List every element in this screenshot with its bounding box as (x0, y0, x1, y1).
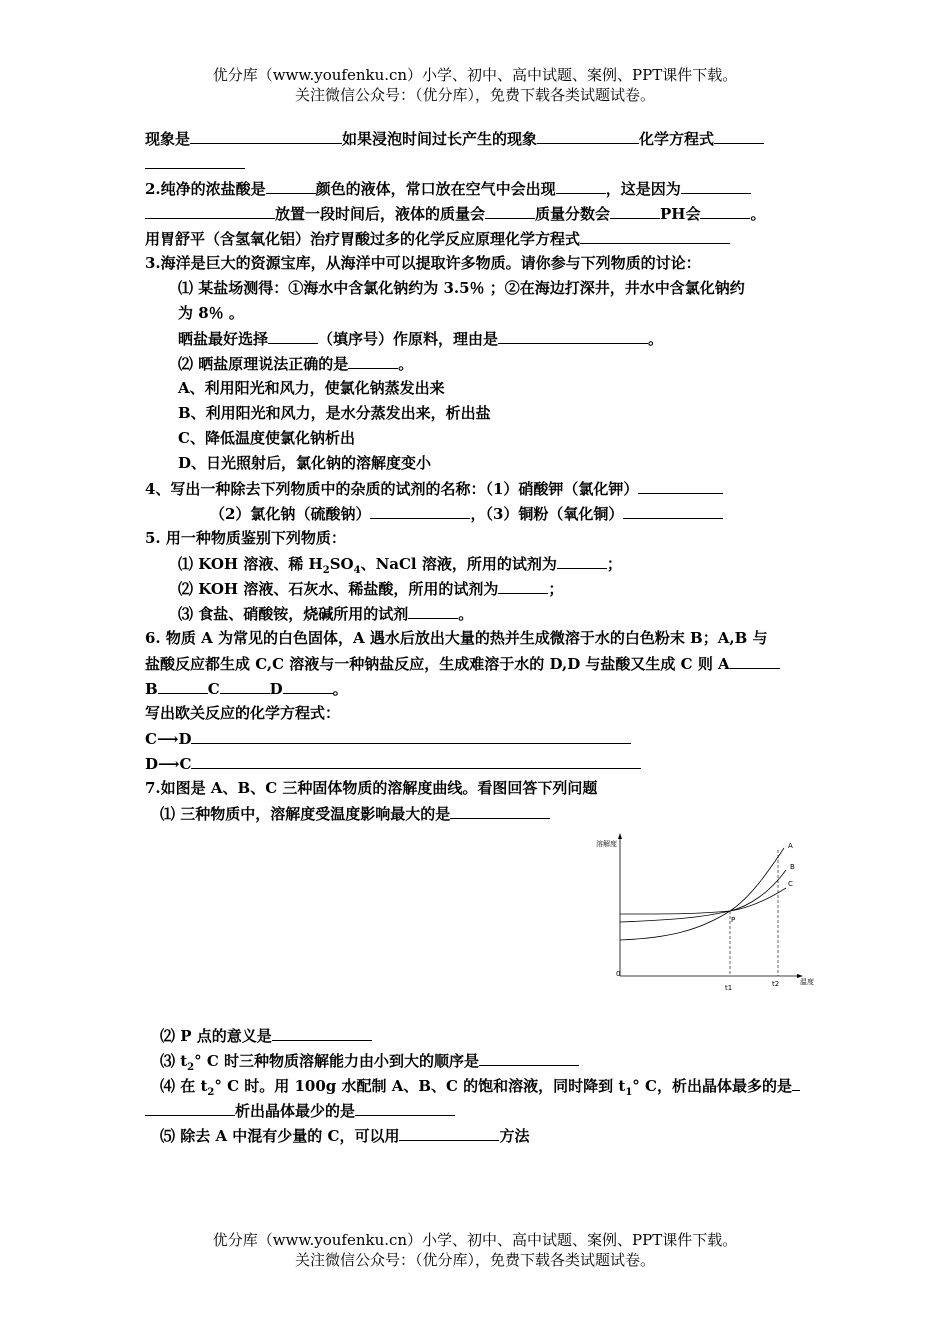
page-footer (0, 1230, 950, 1270)
text: 。 (648, 330, 664, 348)
question-7-1 (160, 803, 550, 824)
text: A、利用阳光和风力，使氯化钠蒸发出来 (178, 379, 445, 397)
equation-2 (145, 753, 641, 774)
text: D、日光照射后，氯化钠的溶解度变小 (178, 454, 432, 472)
subscript: 4 (353, 565, 361, 576)
text: PH会 (660, 205, 701, 223)
text: 、NaCl 溶液，所用的试剂为 (360, 555, 557, 573)
answer-blank[interactable] (145, 203, 275, 219)
text: （2）氯化钠（硫酸钠） (210, 505, 371, 523)
answer-blank[interactable] (191, 728, 631, 744)
text: D (145, 755, 159, 773)
answer-blank[interactable] (580, 228, 730, 244)
text: 5. 用一种物质鉴别下列物质： (145, 529, 346, 547)
text: 方法 (499, 1127, 530, 1145)
answer-blank[interactable] (681, 178, 751, 194)
answer-blank[interactable] (557, 553, 607, 569)
question-6 (145, 628, 768, 648)
text: 。 (750, 205, 766, 223)
text: C (145, 730, 157, 748)
origin-label: 0 (616, 970, 621, 978)
text: ⑵ P 点的意义是 (160, 1027, 272, 1045)
arrow-icon: ⟶ (156, 730, 179, 748)
answer-blank[interactable] (268, 328, 318, 344)
text: ⑵ KOH 溶液、石灰水、稀盐酸，所用的试剂为 (178, 580, 499, 598)
series-label-c: C (788, 880, 793, 888)
question-7-4-cont (145, 1100, 455, 1121)
text: ⑴ 三种物质中，溶解度受温度影响最大的是 (160, 805, 451, 823)
text: ⑵ 晒盐原理说法正确的是 (178, 355, 349, 373)
text: ，这是因为 (605, 180, 681, 198)
option-d (178, 453, 431, 473)
answer-blank[interactable] (623, 503, 723, 519)
text: （填序号）作原料，理由是 (318, 330, 499, 348)
subscript: 2 (207, 1087, 215, 1098)
text: 为 8％ 。 (178, 304, 244, 322)
answer-blank[interactable] (158, 678, 208, 694)
answer-blank[interactable] (450, 803, 550, 819)
text: 。 (398, 355, 414, 373)
question-5-3 (178, 603, 473, 624)
subscript: 1 (625, 1087, 633, 1098)
equation-1 (145, 728, 631, 749)
curve-c (620, 888, 786, 914)
subscript: 2 (187, 1062, 195, 1073)
answer-blank[interactable] (638, 478, 723, 494)
question-6-b (145, 653, 780, 674)
answer-blank[interactable] (714, 128, 764, 144)
curve-a (620, 848, 784, 940)
text: ° C，析出晶体最多的是 (632, 1077, 792, 1095)
line-1 (145, 128, 764, 149)
question-5-2 (178, 578, 563, 599)
page-header (0, 65, 950, 105)
option-a (178, 378, 445, 398)
text: C、降低温度使氯化钠析出 (178, 429, 355, 447)
question-7-5 (160, 1125, 529, 1146)
text: ； (548, 580, 564, 598)
text: 颜色的液体，常口放在空气中会出现 (315, 180, 556, 198)
answer-blank[interactable] (730, 653, 780, 669)
text: 晒盐最好选择 (178, 330, 269, 348)
answer-blank[interactable] (537, 128, 639, 144)
line-1-cont (145, 153, 245, 174)
question-2-cont (145, 203, 766, 224)
answer-blank[interactable] (348, 353, 398, 369)
subscript: 2 (322, 565, 330, 576)
text: ⑸ 除去 A 中混有少量的 C，可以用 (160, 1127, 400, 1145)
text: ⑴ 某盐场测得：①海水中含氯化钠约为 3.5％ ；②在海边打深井，井水中含氯化钠约 (178, 279, 745, 297)
text: ° C 时三种物质溶解能力由小到大的顺序是 (194, 1052, 480, 1070)
footer-line-1: 优分库（www.youfenku.cn）小学、初中、高中试题、案例、PPT课件下载。 (212, 1231, 738, 1249)
answer-blank[interactable] (498, 328, 648, 344)
text: 6. 物质 A 为常见的白色固体，A 遇水后放出大量的热并生成微溶于水的白色粉末 B；A,B 与 (145, 629, 768, 647)
answer-blank[interactable] (479, 1050, 579, 1066)
text: 用胃舒平（含氢氧化铝）治疗胃酸过多的化学反应原理化学方程式 (145, 230, 581, 248)
question-7 (145, 778, 597, 798)
text: ⑶ 食盐、硝酸铵，烧碱所用的试剂 (178, 605, 409, 623)
arrow-icon: ⟶ (158, 755, 180, 773)
question-3-1c (178, 328, 663, 349)
text: B、利用阳光和风力，是水分蒸发出来，析出盐 (178, 404, 491, 422)
tick-label-t2: t2 (772, 980, 780, 988)
text: D (178, 730, 192, 748)
text: 2.纯净的浓盐酸是 (145, 180, 266, 198)
text: 4、写出一种除去下列物质中的杂质的试剂的名称：（1）硝酸钾（氯化钾） (145, 480, 639, 498)
question-4-cont (210, 503, 723, 524)
text: 盐酸反应都生成 C,C 溶液与一种钠盐反应，生成难溶于水的 D,D 与盐酸又生成 C 则 A (145, 655, 730, 673)
text: ⑷ 在 t (160, 1077, 208, 1095)
question-6-d (145, 703, 340, 723)
text: ⑶ t (160, 1052, 188, 1070)
answer-blank[interactable] (700, 203, 750, 219)
x-axis-label: 温度 (800, 978, 814, 986)
answer-blank[interactable] (190, 128, 342, 144)
answer-blank[interactable] (792, 1075, 800, 1091)
text: 化学方程式 (639, 130, 715, 148)
question-5 (145, 528, 346, 548)
footer-line-2: 关注微信公众号：（优分库），免费下载各类试题试卷。 (294, 1251, 655, 1269)
header-line-2: 关注微信公众号：（优分库），免费下载各类试题试卷。 (294, 86, 655, 104)
y-axis-label: 溶解度 (596, 840, 617, 848)
question-7-3 (160, 1050, 579, 1078)
text: 。 (332, 680, 348, 698)
answer-blank[interactable] (272, 1025, 372, 1041)
text: SO (329, 555, 354, 573)
answer-blank[interactable] (408, 603, 458, 619)
series-label-b: B (790, 863, 795, 871)
question-3 (145, 253, 701, 273)
solubility-chart (590, 830, 830, 990)
answer-blank[interactable] (485, 203, 535, 219)
answer-blank[interactable] (145, 1100, 235, 1116)
question-3-1 (178, 278, 745, 298)
question-7-4 (160, 1075, 800, 1103)
option-b (178, 403, 491, 423)
answer-blank[interactable] (283, 678, 333, 694)
answer-blank[interactable] (355, 1100, 455, 1116)
question-5-1 (178, 553, 622, 581)
question-3-2 (178, 353, 413, 374)
answer-blank[interactable] (266, 178, 316, 194)
text: D (269, 680, 283, 698)
question-6-c (145, 678, 348, 699)
text: ； (606, 555, 622, 573)
text: ⑴ KOH 溶液、稀 H (178, 555, 323, 573)
text: 写出欧关反应的化学方程式： (145, 704, 341, 722)
answer-blank[interactable] (556, 178, 606, 194)
text: 析出晶体最少的是 (235, 1102, 356, 1120)
text: C (179, 755, 192, 773)
text: ° C 时。用 100g 水配制 A、B、C 的饱和溶液，同时降到 t (214, 1077, 626, 1095)
series-label-a: A (788, 842, 793, 850)
text: C (207, 680, 220, 698)
question-2-cont2 (145, 228, 730, 249)
answer-blank[interactable] (191, 753, 641, 769)
text: B (145, 680, 158, 698)
answer-blank[interactable] (220, 678, 270, 694)
point-label-p: P (731, 916, 736, 924)
option-c (178, 428, 355, 448)
answer-blank[interactable] (370, 503, 470, 519)
answer-blank[interactable] (145, 153, 245, 169)
tick-label-t1: t1 (725, 984, 733, 990)
text: 3.海洋是巨大的资源宝库，从海洋中可以提取许多物质。请你参与下列物质的讨论： (145, 254, 701, 272)
text: 如果浸泡时间过长产生的现象 (342, 130, 538, 148)
question-4 (145, 478, 723, 499)
text: ，（3）铜粉（氧化铜） (470, 505, 624, 523)
text: 现象是 (145, 130, 191, 148)
answer-blank[interactable] (610, 203, 660, 219)
header-line-1: 优分库（www.youfenku.cn）小学、初中、高中试题、案例、PPT课件下载。 (212, 66, 738, 84)
answer-blank[interactable] (399, 1125, 499, 1141)
text: 放置一段时间后，液体的质量会 (275, 205, 486, 223)
text: 7.如图是 A、B、C 三种固体物质的溶解度曲线。看图回答下列问题 (145, 779, 598, 797)
y-axis-arrow-icon (618, 833, 622, 839)
question-2 (145, 178, 751, 199)
text: 。 (458, 605, 474, 623)
question-7-2 (160, 1025, 372, 1046)
question-3-1b (178, 303, 244, 323)
text: 质量分数会 (535, 205, 611, 223)
answer-blank[interactable] (498, 578, 548, 594)
